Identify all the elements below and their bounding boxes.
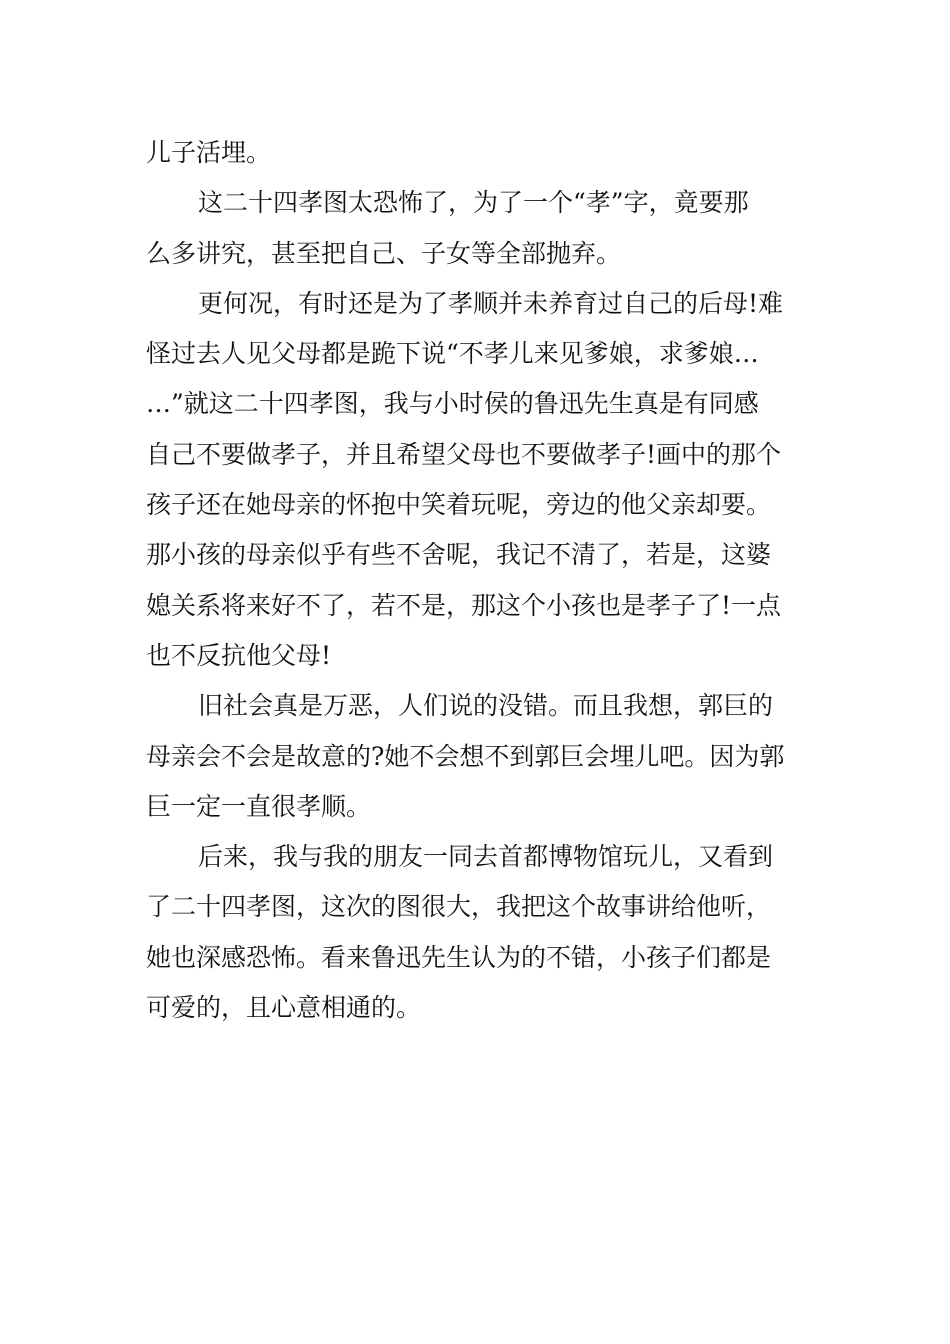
text-line: 她也深感恐怖。看来鲁迅先生认为的不错，小孩子们都是 (146, 942, 772, 972)
paragraph-start-line: 更何况，有时还是为了孝顺并未养育过自己的后母!难 (198, 288, 784, 318)
paragraph-start-line: 后来，我与我的朋友一同去首都博物馆玩儿，又看到 (198, 842, 774, 872)
text-line: 孩子还在她母亲的怀抱中笑着玩呢，旁边的他父亲却要。 (146, 490, 772, 520)
text-line: 媳关系将来好不了，若不是，那这个小孩也是孝子了!一点 (146, 590, 782, 620)
text-line: 那小孩的母亲似乎有些不舍呢，我记不清了，若是，这婆 (146, 540, 772, 570)
document-body (146, 128, 808, 1033)
text-line: 了二十四孝图，这次的图很大，我把这个故事讲给他听， (146, 892, 772, 922)
text-line: 母亲会不会是故意的?她不会想不到郭巨会埋儿吧。因为郭 (146, 741, 785, 771)
text-line: 可爱的，且心意相通的。 (146, 993, 422, 1023)
text-line: 么多讲究，甚至把自己、子女等全部抛弃。 (146, 238, 622, 268)
text-line: 也不反抗他父母! (146, 640, 332, 670)
text-line: 自己不要做孝子，并且希望父母也不要做孝子!画中的那个 (146, 439, 782, 469)
text-line: 巨一定一直很孝顺。 (146, 791, 372, 821)
paragraph-start-line: 这二十四孝图太恐怖了，为了一个“孝”字，竟要那 (198, 188, 749, 218)
text-line: …”就这二十四孝图，我与小时侯的鲁迅先生真是有同感 (146, 389, 759, 419)
paragraph-start-line: 旧社会真是万恶，人们说的没错。而且我想，郭巨的 (198, 691, 774, 721)
text-line: 儿子活埋。 (146, 138, 272, 167)
text-line: 怪过去人见父母都是跪下说“不孝儿来见爹娘，求爹娘… (146, 339, 759, 369)
